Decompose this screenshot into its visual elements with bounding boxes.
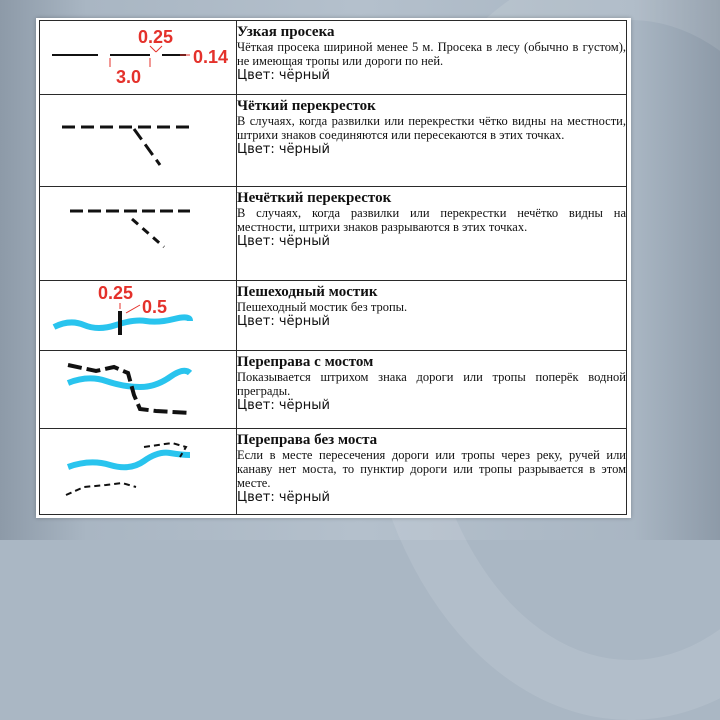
footbridge-symbol-icon: [40, 281, 236, 351]
legend-row: [40, 95, 627, 187]
dimension-label: 0.25: [138, 27, 174, 47]
description-cell: [237, 187, 627, 281]
symbol-color: Цвет: чёрный: [237, 68, 330, 83]
symbol-color: Цвет: чёрный: [237, 314, 330, 329]
symbol-color: Цвет: чёрный: [237, 398, 330, 413]
legend-row: [40, 21, 627, 95]
symbol-title: Переправа с мостом: [237, 354, 374, 370]
legend-table: [39, 20, 627, 515]
symbol-cell: [40, 351, 237, 429]
legend-sheet: [36, 18, 631, 518]
symbol-title: Чёткий перекресток: [237, 98, 376, 114]
dimension-label: 0.25: [98, 283, 134, 303]
symbol-description: В случаях, когда развилки или перекрестки чётко видны на местности, штрихи знаков соединяются или пересекаются в этих точках.: [237, 114, 626, 142]
symbol-cell: [40, 187, 237, 281]
symbol-description: Показывается штрихом знака дороги или тропы поперёк водной преграды.: [237, 370, 626, 398]
dimension-label: 0.5: [142, 297, 168, 317]
symbol-title: Переправа без моста: [237, 432, 378, 448]
crossing-without-bridge-symbol-icon: [40, 429, 236, 515]
symbol-title: Нечёткий перекресток: [237, 190, 392, 206]
legend-row: [40, 281, 627, 351]
symbol-description: Пешеходный мостик без тропы.: [237, 300, 408, 314]
description-cell: [237, 429, 627, 515]
legend-row: [40, 429, 627, 515]
legend-row: [40, 187, 627, 281]
symbol-color: Цвет: чёрный: [237, 234, 330, 249]
distinct-junction-symbol-icon: [40, 95, 236, 187]
symbol-description: Чёткая просека шириной менее 5 м. Просека в лесу (обычно в густом), не имеющая тропы или дороги по ней.: [237, 40, 626, 68]
symbol-color: Цвет: чёрный: [237, 142, 330, 157]
symbol-title: Узкая просека: [237, 24, 335, 40]
symbol-description: Если в месте пересечения дороги или тропы через реку, ручей или канаву нет моста, то пунктир дороги или тропы разрывается в этом месте.: [237, 448, 626, 490]
symbol-cell: [40, 281, 237, 351]
narrow-clearing-symbol-icon: [40, 21, 236, 95]
legend-row: [40, 351, 627, 429]
dimension-label: 3.0: [116, 67, 142, 87]
description-cell: [237, 95, 627, 187]
description-cell: [237, 281, 627, 351]
description-cell: [237, 21, 627, 95]
description-cell: [237, 351, 627, 429]
symbol-cell: [40, 95, 237, 187]
crossing-with-bridge-symbol-icon: [40, 351, 236, 429]
symbol-description: В случаях, когда развилки или перекрестки нечётко видны на местности, штрихи знаков разрываются в этих точках.: [237, 206, 626, 234]
symbol-cell: [40, 429, 237, 515]
symbol-cell: [40, 21, 237, 95]
symbol-color: Цвет: чёрный: [237, 490, 330, 505]
symbol-title: Пешеходный мостик: [237, 284, 378, 300]
indistinct-junction-symbol-icon: [40, 187, 236, 281]
dimension-label: 0.14: [193, 47, 229, 67]
